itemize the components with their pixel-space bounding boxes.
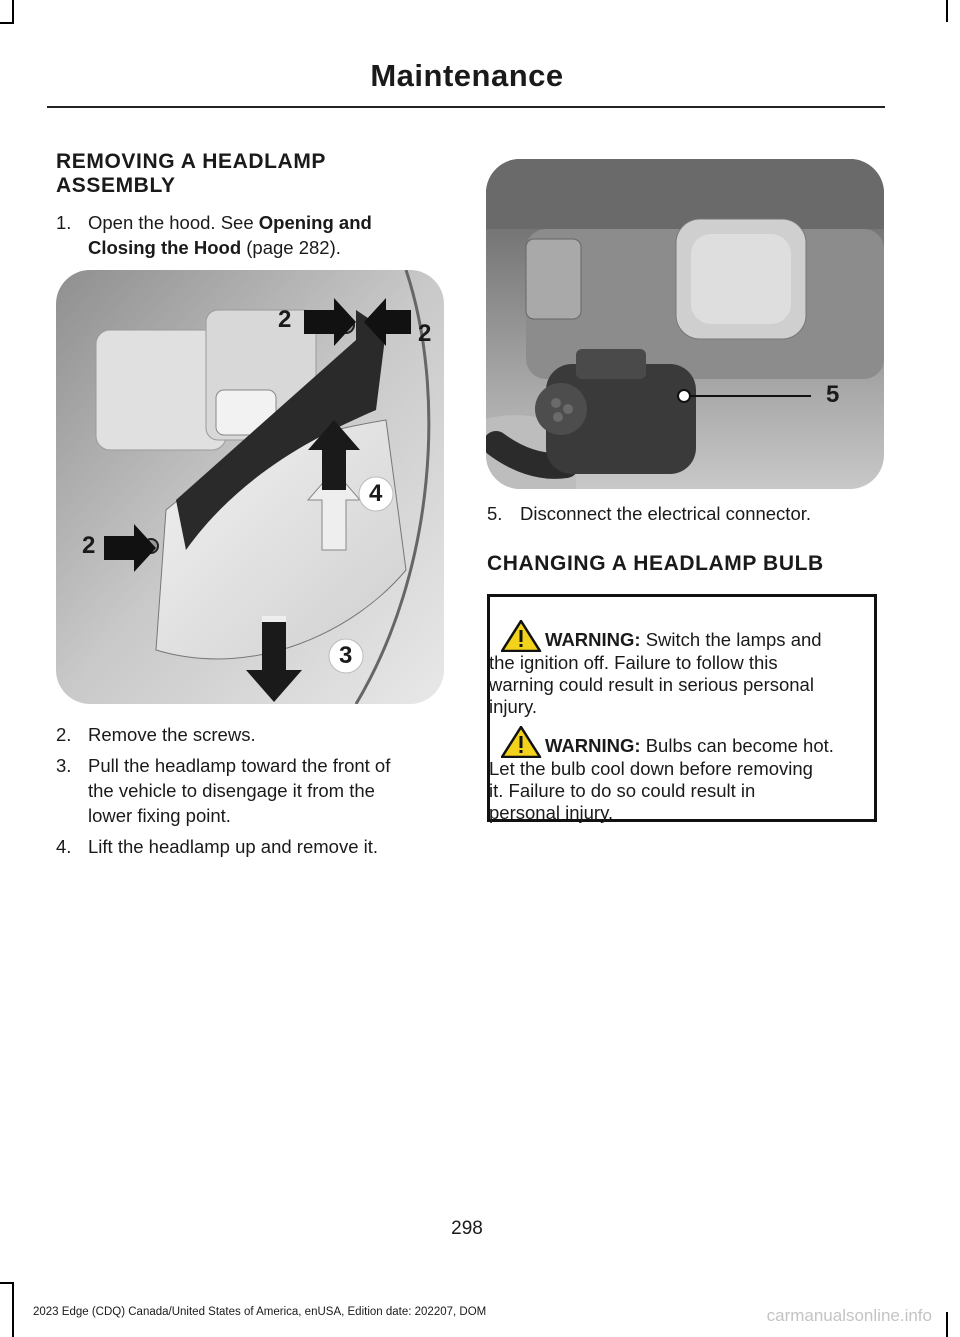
watermark: carmanualsonline.info [766, 1306, 932, 1325]
warning-label: WARNING: [545, 629, 641, 650]
warning-line: the ignition off. Failure to follow this [489, 652, 778, 673]
step-text-line: Lift the headlamp up and remove it. [88, 836, 379, 857]
edition-footer: 2023 Edge (CDQ) Canada/United States of America, enUSA, Edition date: 202207, DOM [33, 1306, 487, 1318]
crop-mark-bottom-left-v [12, 1282, 14, 1337]
warning-line: personal injury. [489, 802, 614, 823]
warning-line: injury. [489, 696, 537, 717]
headlamp-removal-figure [56, 270, 444, 704]
heading-line-1: REMOVING A HEADLAMP [56, 150, 327, 173]
crop-mark-top-right-v [946, 0, 948, 22]
step-1-text [88, 210, 433, 260]
step-1-reference-link[interactable]: Opening and [258, 212, 372, 233]
step-text-line: the vehicle to disengage it from the [88, 780, 375, 801]
warning-line: warning could result in serious personal [489, 674, 814, 695]
page-title: Maintenance [370, 58, 564, 93]
step-number: 1. [56, 212, 72, 233]
warning-2 [489, 726, 871, 824]
step-number: 2. [56, 724, 72, 745]
crop-mark-top-left-h [0, 22, 14, 24]
callout-2-top-left: 2 [278, 306, 292, 333]
step-5-text: Disconnect the electrical connector. [520, 503, 812, 524]
warning-triangle-icon [501, 620, 545, 652]
step-text-line: lower fixing point. [88, 805, 231, 826]
callout-4: 4 [369, 480, 383, 507]
warning-line: it. Failure to do so could result in [489, 780, 756, 801]
callout-2-left: 2 [82, 532, 96, 559]
callout-5: 5 [826, 381, 840, 408]
header-divider [47, 106, 885, 108]
callout-2-top-right: 2 [418, 320, 432, 347]
warning-line: Bulbs can become hot. [640, 735, 834, 756]
section-heading-removing [56, 150, 326, 198]
heading-line-2: ASSEMBLY [56, 174, 176, 197]
step-3-text [88, 753, 448, 828]
step-1-reference-link-cont[interactable]: Closing the Hood [88, 237, 242, 258]
warning-1 [489, 620, 871, 718]
warning-line: Switch the lamps and [640, 629, 822, 650]
electrical-connector-figure [486, 159, 884, 489]
step-text-line: Remove the screws. [88, 724, 256, 745]
crop-mark-bottom-left-h [0, 1282, 14, 1284]
step-1-text-before: Open the hood. See [88, 212, 259, 233]
step-number: 3. [56, 755, 72, 776]
step-number: 4. [56, 836, 72, 857]
step-number: 5. [487, 503, 503, 524]
warning-line: Let the bulb cool down before removing [489, 758, 813, 779]
step-text-line: Pull the headlamp toward the front of [88, 755, 391, 776]
crop-mark-bottom-right-v [946, 1312, 948, 1337]
page-number: 298 [451, 1218, 483, 1239]
section-heading-changing-bulb: CHANGING A HEADLAMP BULB [487, 552, 824, 575]
step-1-page-ref: (page 282). [241, 237, 341, 258]
warning-triangle-icon [501, 726, 545, 758]
step-2-text [88, 722, 448, 747]
step-4-text [88, 834, 448, 859]
warning-label: WARNING: [545, 735, 641, 756]
callout-3: 3 [339, 642, 353, 669]
crop-mark-top-left-v [12, 0, 14, 22]
